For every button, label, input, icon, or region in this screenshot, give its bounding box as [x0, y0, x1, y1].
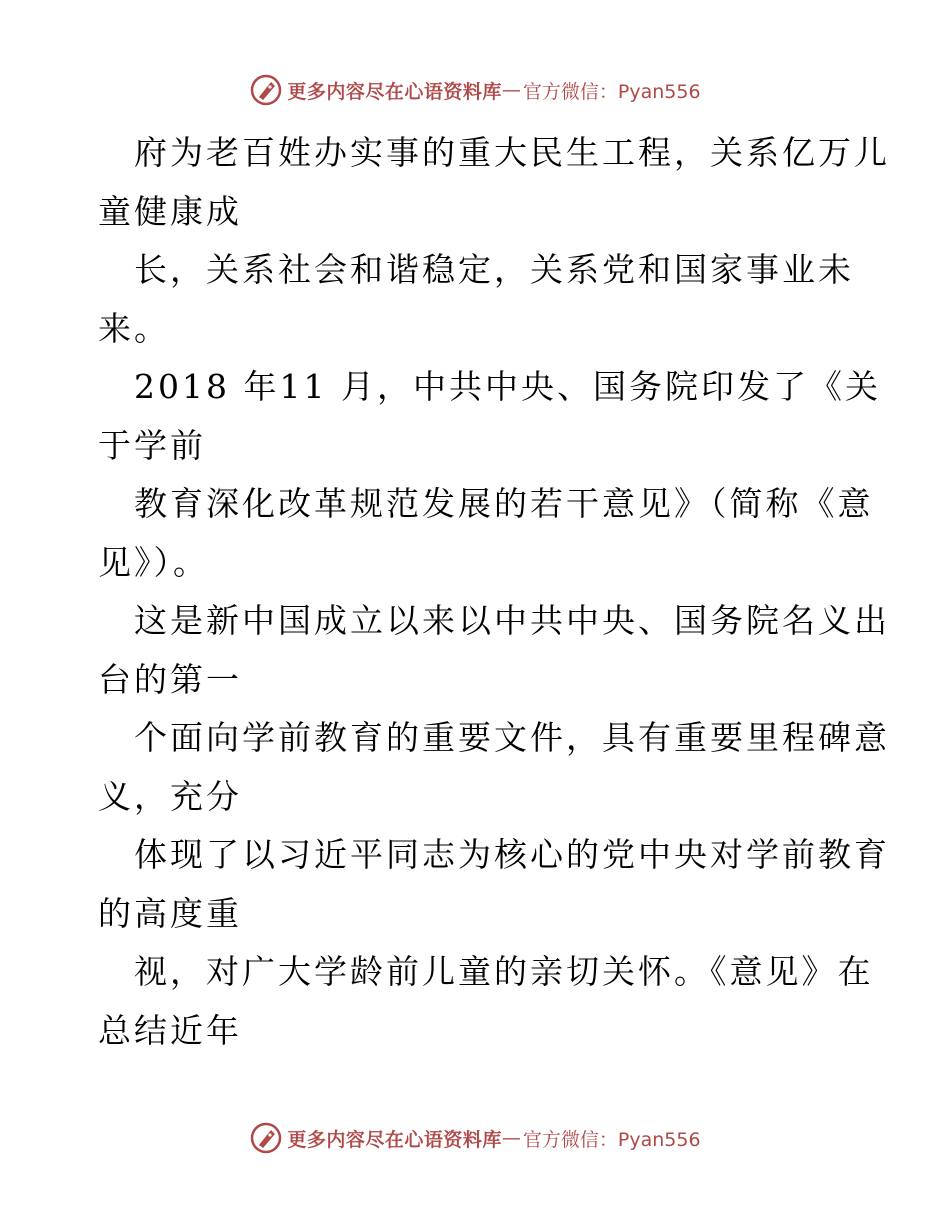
- banner-contact: 官方微信：Pyan556: [522, 80, 701, 103]
- paragraph: [98, 826, 890, 943]
- paragraph: [98, 124, 890, 241]
- banner-separator: —: [501, 79, 521, 101]
- banner-title: 更多内容尽在心语资料库: [287, 1128, 502, 1151]
- paragraph: [98, 709, 890, 826]
- paragraph-line: 教育深化改革规范发展的若干意见》（简称《意: [134, 484, 874, 523]
- paragraph-line: 总结近年: [98, 1010, 242, 1050]
- footer-banner: [0, 1118, 950, 1158]
- banner-title: 更多内容尽在心语资料库: [287, 80, 502, 103]
- pen-nib-logo-icon: [249, 1121, 283, 1155]
- paragraph-line: 来。: [98, 308, 170, 348]
- paragraph: [98, 475, 874, 592]
- paragraph: [98, 592, 890, 709]
- paragraph-line: 台的第一: [98, 659, 242, 699]
- paragraph-line: 见》）。: [98, 542, 209, 582]
- pen-nib-logo-icon: [249, 73, 283, 107]
- paragraph-line: 个面向学前教育的重要文件，具有重要里程碑意: [134, 718, 890, 757]
- paragraph: [98, 241, 858, 358]
- paragraph-line: 义，充分: [98, 776, 242, 816]
- paragraph-line: 府为老百姓办实事的重大民生工程，关系亿万儿: [134, 133, 890, 172]
- paragraph-line: 视，对广大学龄前儿童的亲切关怀。《意见》在: [134, 952, 874, 991]
- document-body: [98, 124, 890, 1060]
- paragraph-line: 体现了以习近平同志为核心的党中央对学前教育: [134, 835, 890, 874]
- banner-contact: 官方微信：Pyan556: [522, 1128, 701, 1151]
- header-banner: [0, 70, 950, 110]
- paragraph: [98, 358, 881, 475]
- paragraph-line: 于学前: [98, 425, 206, 465]
- paragraph-line: 的高度重: [98, 893, 242, 933]
- paragraph-line: 这是新中国成立以来以中共中央、国务院名义出: [134, 601, 890, 640]
- banner-separator: —: [501, 1127, 521, 1149]
- paragraph-line: 长，关系社会和谐稳定，关系党和国家事业未: [134, 250, 854, 289]
- paragraph-line: 2018 年11 月，中共中央、国务院印发了《关: [134, 367, 881, 406]
- paragraph-line: 童健康成: [98, 191, 242, 231]
- paragraph: [98, 943, 874, 1060]
